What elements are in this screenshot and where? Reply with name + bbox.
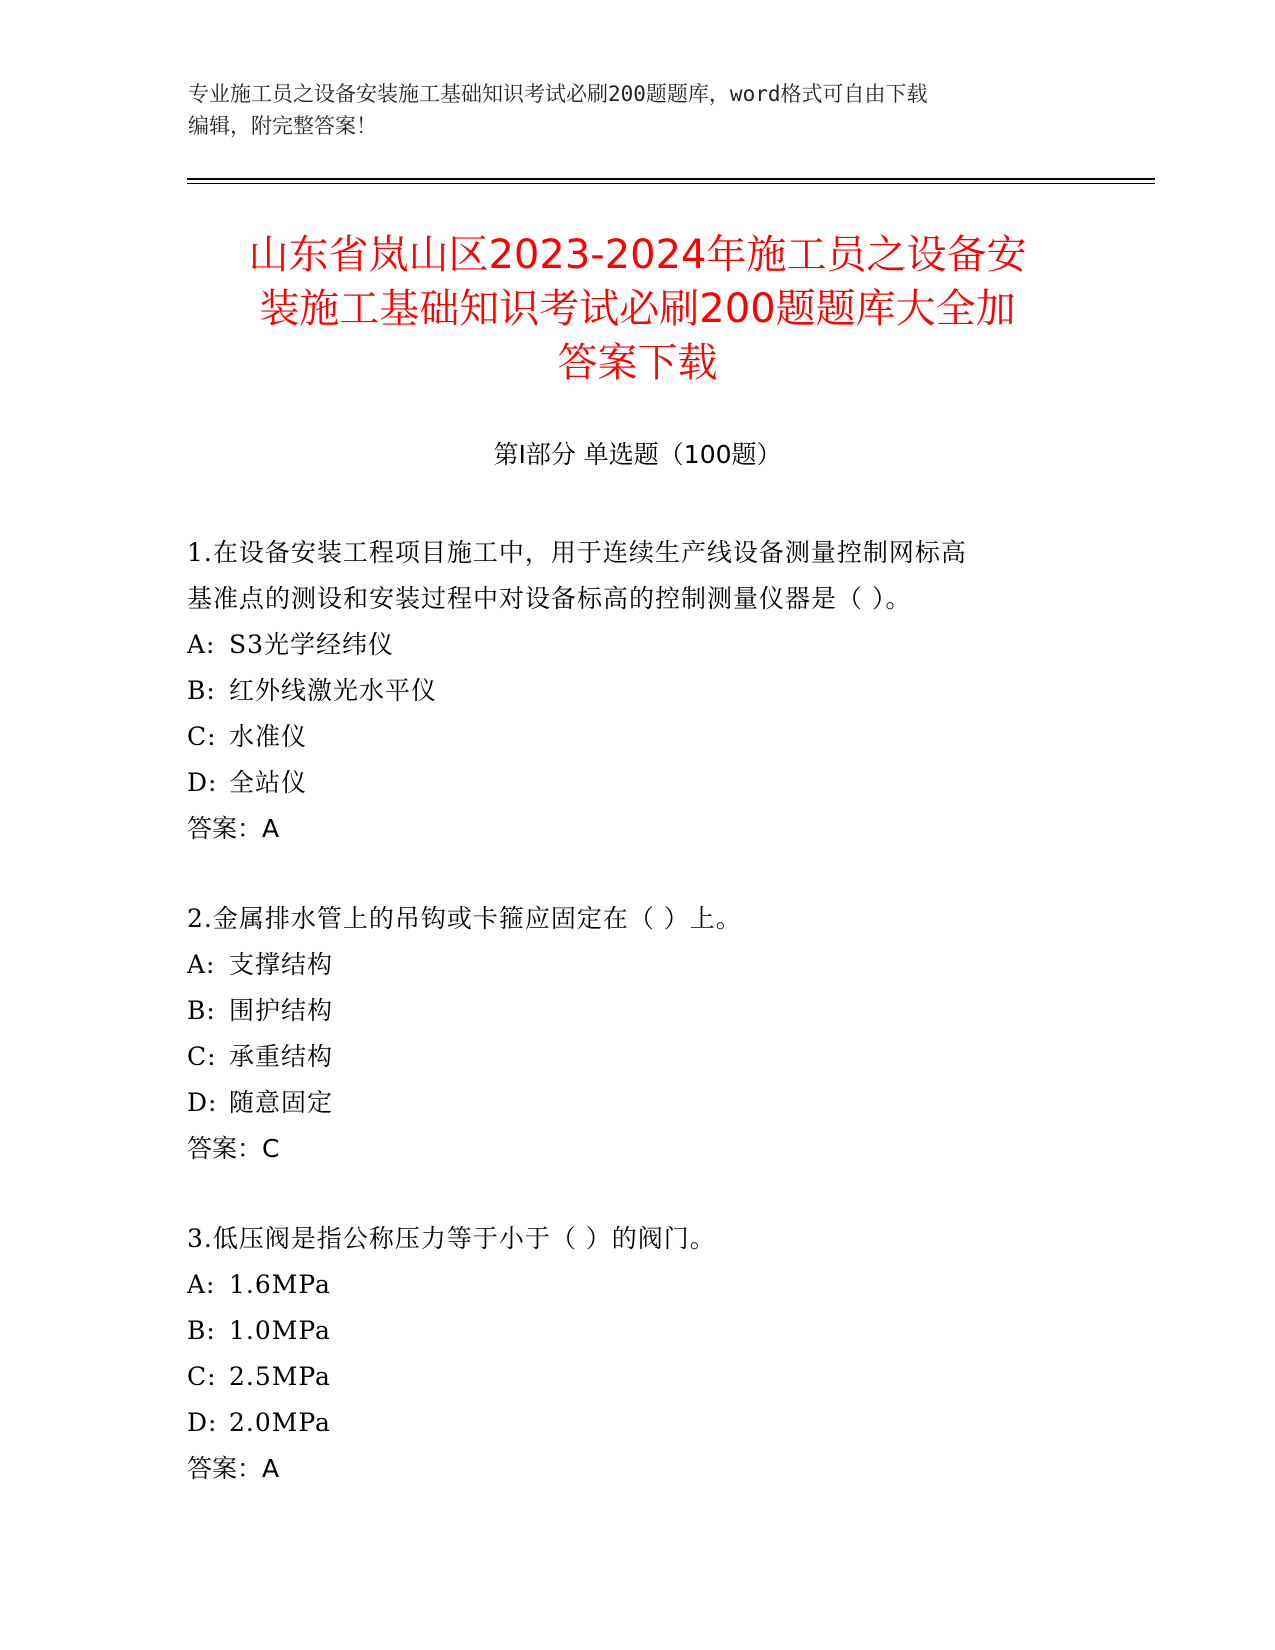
option-c: [187, 1034, 1087, 1080]
header-note: [188, 78, 1088, 142]
header-divider-thin: [187, 183, 1155, 184]
answer-line: 答案：A: [187, 814, 280, 843]
header-note-line-1: 专业施工员之设备安装施工基础知识考试必刷200题题库，word格式可自由下载: [188, 82, 928, 106]
option-text: 围护结构: [229, 996, 334, 1025]
option-key: C:: [187, 1042, 217, 1071]
option-text: 支撑结构: [229, 950, 334, 979]
option-key: B:: [187, 1316, 216, 1345]
option-key: D:: [187, 1408, 218, 1437]
option-c: [187, 714, 1087, 760]
question-stem: 2.金属排水管上的吊钩或卡箍应固定在（ ）上。: [187, 904, 742, 933]
header-note-line-2: 编辑，附完整答案！: [188, 114, 377, 138]
option-text: 2.0MPa: [229, 1408, 331, 1437]
option-text: 红外线激光水平仪: [229, 676, 438, 705]
option-b: [187, 668, 1087, 714]
option-d: [187, 1400, 1087, 1446]
document-title-line-1: 山东省岚山区2023-2024年施工员之设备安: [248, 232, 1027, 278]
option-text: S3光学经纬仪: [229, 630, 395, 659]
option-key: A:: [187, 950, 216, 979]
option-a: [187, 622, 1087, 668]
question-list: [187, 530, 1087, 1536]
question-stem: 1.在设备安装工程项目施工中，用于连续生产线设备测量控制网标高: [187, 538, 967, 567]
section-heading: 第I部分 单选题（100题）: [493, 440, 782, 469]
question-stem-continued: 基准点的测设和安装过程中对设备标高的控制测量仪器是（ ）。: [187, 584, 912, 613]
option-text: 1.0MPa: [229, 1316, 331, 1345]
option-key: D:: [187, 768, 218, 797]
option-key: A:: [187, 1270, 216, 1299]
option-a: [187, 942, 1087, 988]
answer-line: 答案：A: [187, 1454, 280, 1483]
option-b: [187, 1308, 1087, 1354]
question-stem: 3.低压阀是指公称压力等于小于（ ）的阀门。: [187, 1224, 716, 1253]
header-divider-thick: [187, 178, 1155, 180]
option-text: 水准仪: [229, 722, 308, 751]
option-text: 2.5MPa: [229, 1362, 331, 1391]
option-d: [187, 1080, 1087, 1126]
document-title: [160, 228, 1115, 390]
option-key: C:: [187, 1362, 217, 1391]
option-key: D:: [187, 1088, 218, 1117]
option-text: 随意固定: [229, 1088, 334, 1117]
option-text: 承重结构: [229, 1042, 334, 1071]
option-key: C:: [187, 722, 217, 751]
document-title-line-3: 答案下载: [557, 340, 718, 386]
question-2: [187, 896, 1087, 1172]
option-a: [187, 1262, 1087, 1308]
option-text: 1.6MPa: [229, 1270, 331, 1299]
question-1: [187, 530, 1087, 852]
option-c: [187, 1354, 1087, 1400]
option-key: A:: [187, 630, 216, 659]
option-b: [187, 988, 1087, 1034]
document-title-line-2: 装施工基础知识考试必刷200题题库大全加: [259, 286, 1016, 332]
question-3: [187, 1216, 1087, 1492]
option-key: B:: [187, 996, 216, 1025]
option-text: 全站仪: [229, 768, 308, 797]
answer-line: 答案：C: [187, 1134, 280, 1163]
option-key: B:: [187, 676, 216, 705]
option-d: [187, 760, 1087, 806]
